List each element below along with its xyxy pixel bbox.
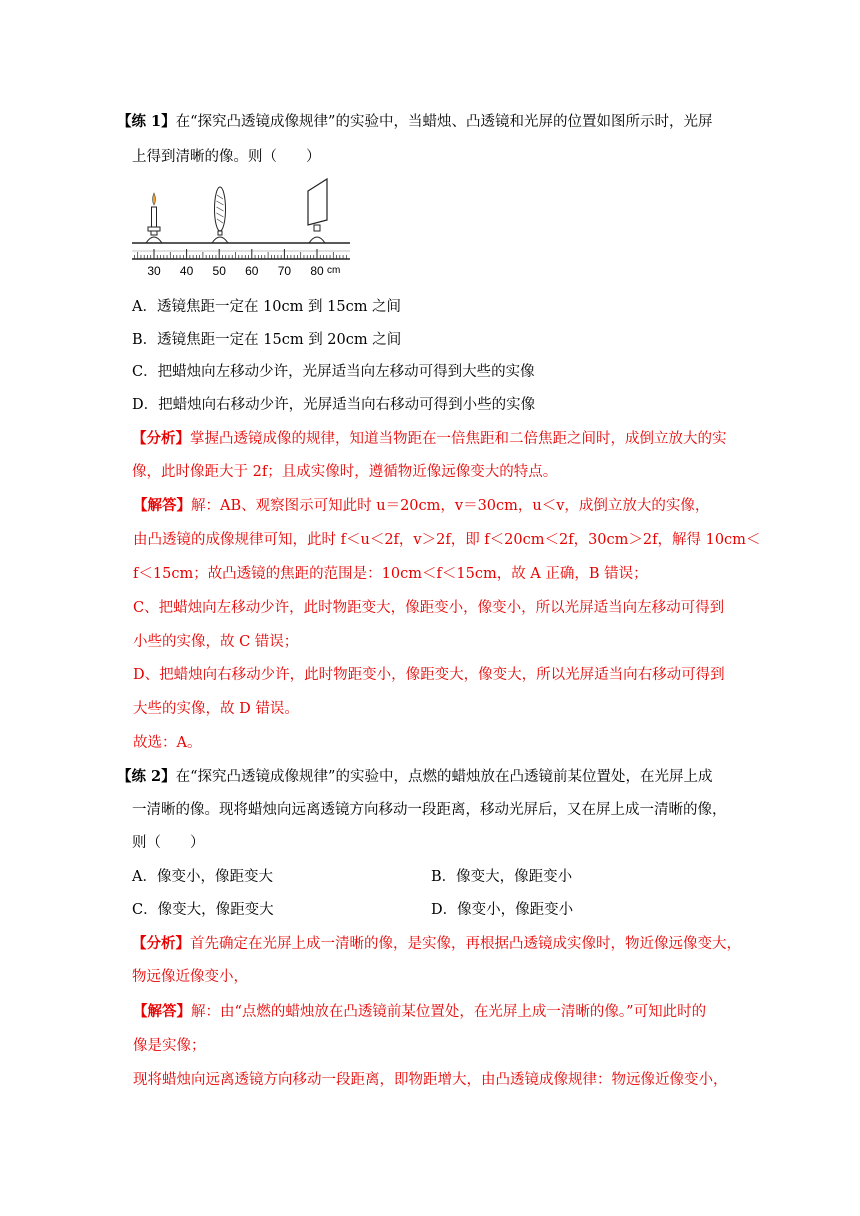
ruler-tick-label: 30 [147, 264, 161, 278]
q1-answer-line-6: D、把蜡烛向右移动少许，此时物距变小，像距变大，像变大，所以光屏适当向右移动可得到 [133, 667, 725, 683]
q2-analysis-line-2: 物远像近像变小， [132, 969, 248, 985]
ruler-tick-label: 80 [310, 264, 324, 278]
q1-choice: 故选：A。 [133, 735, 202, 751]
q1-option-a: A．透镜焦距一定在 10cm 到 15cm 之间 [132, 299, 402, 315]
q1-answer-line-4: C、把蜡烛向左移动少许，此时物距变大，像距变小，像变小，所以光屏适当向左移动可得到 [133, 600, 725, 616]
q2-answer-line-1: 【解答】解：由“点燃的蜡烛放在凸透镜前某位置处，在光屏上成一清晰的像。”可知此时的 [133, 1003, 707, 1020]
q2-option-d: D．像变小，像距变小 [431, 902, 574, 918]
q1-answer-line-3: f＜15cm；故凸透镜的焦距的范围是：10cm＜f＜15cm，故 A 正确，B 错误； [133, 566, 648, 582]
q2-answer-line-2: 像是实像； [133, 1038, 206, 1054]
q1-answer-line-2: 由凸透镜的成像规律可知，此时 f＜u＜2f，v＞2f，即 f＜20cm＜2f，30cm＞2f，解得 10cm＜ [133, 532, 761, 548]
optical-bench-figure [128, 175, 368, 278]
q2-analysis-line-1: 【分析】首先确定在光屏上成一清晰的像，是实像，再根据凸透镜成实像时，物近像远像变大， [132, 935, 741, 952]
q2-tag: 【练 2】 [117, 768, 176, 785]
q2-stem-line-3: 则（ ） [132, 835, 205, 851]
q2-answer-tag: 【解答】 [133, 1003, 191, 1020]
q1-answer-tag: 【解答】 [133, 497, 191, 514]
ruler-tick-label: 50 [212, 264, 226, 278]
q1-option-b: B．透镜焦距一定在 15cm 到 20cm 之间 [132, 332, 402, 348]
ruler [132, 243, 350, 259]
convex-lens-icon [212, 187, 228, 243]
q2-stem-line-1: 【练 2】在“探究凸透镜成像规律”的实验中，点燃的蜡烛放在凸透镜前某位置处，在光屏上成 [117, 768, 713, 785]
ruler-tick-label: 60 [245, 264, 259, 278]
q1-stem-line-2: 上得到清晰的像。则（ ） [132, 149, 321, 165]
q2-option-c: C．像变大，像距变大 [132, 902, 274, 918]
q2-option-b: B．像变大，像距变小 [431, 869, 573, 885]
q2-option-a: A．像变小，像距变大 [132, 869, 273, 885]
q2-answer-line-3: 现将蜡烛向远离透镜方向移动一段距离，即物距增大，由凸透镜成像规律：物远像近像变小， [133, 1072, 728, 1088]
q1-answer-line-5: 小些的实像，故 C 错误； [133, 634, 299, 650]
q1-option-c: C．把蜡烛向左移动少许，光屏适当向左移动可得到大些的实像 [132, 364, 535, 380]
ruler-tick-label: 40 [179, 264, 194, 278]
q1-stem-line-1: 【练 1】在“探究凸透镜成像规律”的实验中，当蜡烛、凸透镜和光屏的位置如图所示时，光屏 [117, 113, 713, 130]
ruler-tick-label: 70 [277, 264, 292, 278]
q2-analysis-tag: 【分析】 [132, 935, 190, 952]
q1-analysis-line-1: 【分析】掌握凸透镜成像的规律，知道当物距在一倍焦距和二倍焦距之间时，成倒立放大的实 [132, 430, 727, 447]
q1-tag: 【练 1】 [117, 113, 176, 130]
q2-stem-line-2: 一清晰的像。现将蜡烛向远离透镜方向移动一段距离，移动光屏后，又在屏上成一清晰的像， [132, 802, 727, 818]
q1-option-d: D．把蜡烛向右移动少许，光屏适当向右移动可得到小些的实像 [132, 397, 536, 413]
q1-answer-line-1: 【解答】解：AB、观察图示可知此时 u＝20cm，v＝30cm，u＜v，成倒立放大的实像， [133, 497, 710, 514]
q1-analysis-tag: 【分析】 [132, 430, 190, 447]
q1-answer-line-7: 大些的实像，故 D 错误。 [133, 701, 299, 717]
q1-analysis-line-2: 像，此时像距大于 2f；且成实像时，遵循物近像远像变大的特点。 [132, 464, 558, 480]
light-screen-icon [308, 179, 327, 243]
candle-icon [146, 193, 162, 243]
ruler-unit-label: cm [327, 265, 341, 276]
